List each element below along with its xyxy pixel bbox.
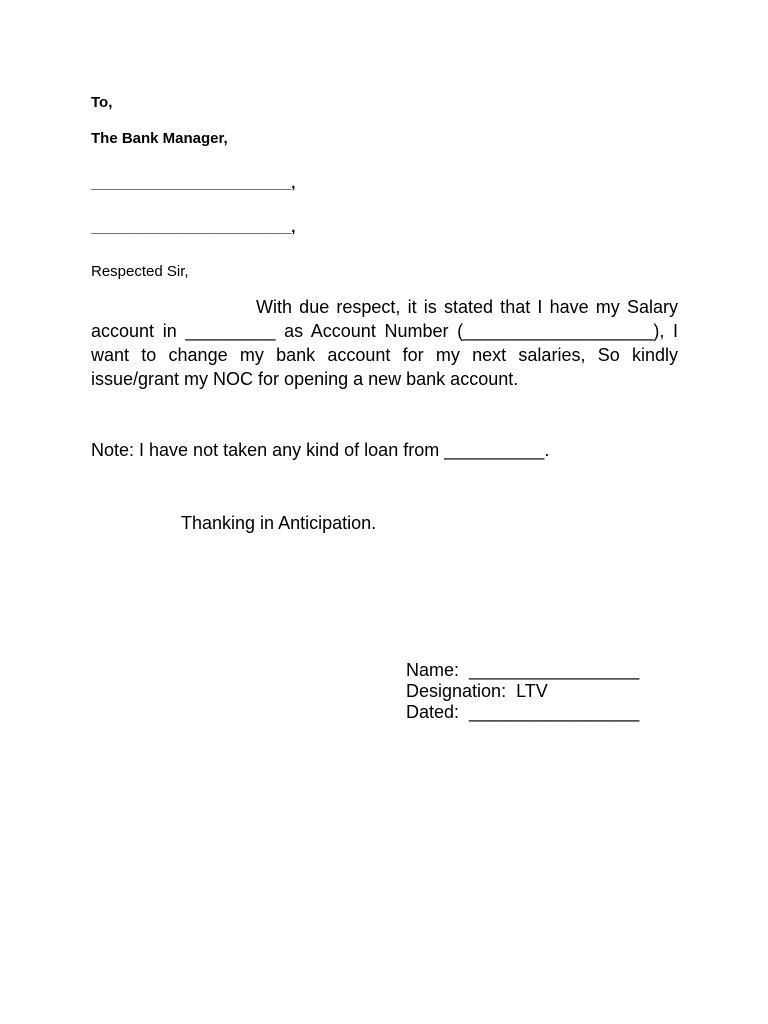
signature-name: Name: _________________ [406,660,640,680]
recipient-title: The Bank Manager, [91,130,228,147]
greeting: Respected Sir, [91,263,189,280]
body-paragraph [91,295,678,391]
signature-designation: Designation: LTV [406,681,548,701]
note-line: Note: I have not taken any kind of loan from __________. [91,440,550,460]
body-text: With due respect, it is stated that I have my Salary account in _________ as Account Number (___________________), I want to change my bank account for my next salaries, So kindly issue/grant my NOC for opening a new bank account. [91,297,678,389]
signature-dated: Dated: _________________ [406,702,640,722]
address-line-2: ________________________, [91,219,296,236]
closing-line: Thanking in Anticipation. [181,513,377,533]
salutation-to: To, [91,94,113,111]
address-line-1: ________________________, [91,175,296,192]
